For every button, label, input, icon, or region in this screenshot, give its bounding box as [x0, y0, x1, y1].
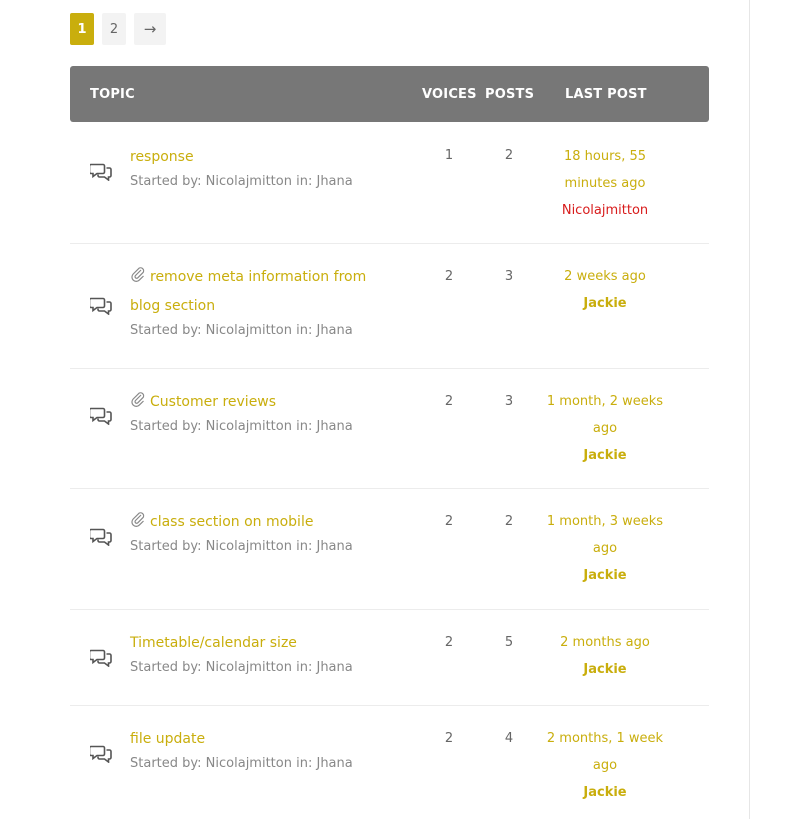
topic-author-link[interactable]: Nicolajmitton	[205, 756, 292, 771]
topic-title-text: Customer reviews	[150, 394, 277, 410]
post-count: 5	[504, 635, 514, 650]
forum-link[interactable]: Jhana	[316, 539, 353, 554]
freshness-line-2: ago	[592, 758, 618, 773]
topic-info	[130, 143, 400, 192]
forum-link[interactable]: Jhana	[316, 419, 353, 434]
topic-title-text: class section on mobile	[150, 514, 314, 530]
voice-count: 2	[444, 514, 454, 529]
freshness-line-1: 1 month, 2 weeks	[546, 394, 664, 409]
topic-info	[130, 388, 400, 437]
topic-info	[130, 508, 400, 557]
voice-count: 2	[444, 635, 454, 650]
started-by-label: Started by:	[130, 539, 202, 554]
forum-link[interactable]: Jhana	[316, 660, 353, 675]
next-page-button[interactable]: →	[134, 13, 166, 45]
forum-link[interactable]: Jhana	[316, 174, 353, 189]
started-by-label: Started by:	[130, 756, 202, 771]
post-count: 2	[504, 514, 514, 529]
topic-meta	[130, 172, 400, 192]
freshness-link[interactable]	[540, 143, 670, 197]
topic-meta	[130, 417, 400, 437]
freshness-link[interactable]	[540, 388, 670, 442]
last-post	[540, 725, 670, 806]
last-post-author-link[interactable]: Jackie	[583, 448, 627, 463]
forum-link[interactable]: Jhana	[316, 323, 353, 338]
discussion-icon	[90, 745, 112, 763]
discussion-icon	[90, 528, 112, 546]
topic-title-link[interactable]	[130, 388, 400, 417]
started-by-label: Started by:	[130, 660, 202, 675]
topic-meta	[130, 321, 400, 341]
last-post-author-link[interactable]: Jackie	[583, 785, 627, 800]
voice-count: 1	[444, 148, 454, 163]
topic-row	[70, 489, 709, 610]
freshness-line-2: ago	[592, 421, 618, 436]
in-label: in:	[296, 539, 313, 554]
last-post-author-link[interactable]: Jackie	[583, 296, 627, 311]
last-post	[540, 508, 670, 589]
topic-title-line-2: blog section	[130, 298, 216, 314]
header-posts: POSTS	[485, 87, 535, 102]
started-by-label: Started by:	[130, 174, 202, 189]
last-post	[540, 143, 670, 224]
voice-count: 2	[444, 394, 454, 409]
post-count: 3	[504, 269, 514, 284]
last-post	[540, 388, 670, 469]
header-topic: TOPIC	[90, 87, 135, 102]
freshness-line-2: ago	[592, 541, 618, 556]
last-post-author-link[interactable]: Jackie	[583, 662, 627, 677]
topic-author-link[interactable]: Nicolajmitton	[205, 539, 292, 554]
last-post	[540, 263, 670, 317]
topic-meta	[130, 658, 400, 678]
last-post-author-link[interactable]: Jackie	[583, 568, 627, 583]
in-label: in:	[296, 660, 313, 675]
header-voices: VOICES	[422, 87, 477, 102]
topic-title-link[interactable]	[130, 508, 400, 537]
voice-count: 2	[444, 269, 454, 284]
topic-author-link[interactable]: Nicolajmitton	[205, 660, 292, 675]
freshness-line-1: 18 hours, 55	[563, 149, 647, 164]
page-2-button[interactable]: 2	[102, 13, 126, 45]
freshness-line-2: minutes ago	[564, 176, 646, 191]
started-by-label: Started by:	[130, 323, 202, 338]
discussion-icon	[90, 163, 112, 181]
discussion-icon	[90, 407, 112, 425]
forum-link[interactable]: Jhana	[316, 756, 353, 771]
topic-row	[70, 123, 709, 244]
started-by-label: Started by:	[130, 419, 202, 434]
topic-author-link[interactable]: Nicolajmitton	[205, 323, 292, 338]
pagination	[70, 13, 166, 45]
attachment-icon	[130, 391, 146, 407]
in-label: in:	[296, 323, 313, 338]
topic-author-link[interactable]: Nicolajmitton	[205, 419, 292, 434]
post-count: 3	[504, 394, 514, 409]
page-1-button[interactable]: 1	[70, 13, 94, 45]
topic-info	[130, 629, 400, 678]
in-label: in:	[296, 756, 313, 771]
topic-row	[70, 369, 709, 489]
freshness-link[interactable]	[540, 725, 670, 779]
last-post-author-link[interactable]: Nicolajmitton	[561, 203, 649, 218]
topic-meta	[130, 537, 400, 557]
topic-row	[70, 244, 709, 369]
freshness-link[interactable]: 2 weeks ago	[564, 269, 646, 284]
in-label: in:	[296, 174, 313, 189]
in-label: in:	[296, 419, 313, 434]
post-count: 4	[504, 731, 514, 746]
topic-title-line-1: remove meta information from	[150, 269, 367, 285]
attachment-icon	[130, 266, 146, 282]
last-post	[540, 629, 670, 683]
post-count: 2	[504, 148, 514, 163]
topic-title-link[interactable]	[130, 263, 400, 321]
topic-row	[70, 610, 709, 706]
freshness-link[interactable]	[540, 508, 670, 562]
discussion-icon	[90, 649, 112, 667]
topic-meta	[130, 754, 400, 774]
freshness-line-1: 2 months, 1 week	[546, 731, 664, 746]
topic-info	[130, 725, 400, 774]
discussion-icon	[90, 297, 112, 315]
voice-count: 2	[444, 731, 454, 746]
freshness-link[interactable]: 2 months ago	[560, 635, 650, 650]
freshness-line-1: 1 month, 3 weeks	[546, 514, 664, 529]
topic-author-link[interactable]: Nicolajmitton	[205, 174, 292, 189]
header-last-post: LAST POST	[565, 87, 647, 102]
topic-info	[130, 263, 400, 341]
attachment-icon	[130, 511, 146, 527]
topic-title-link[interactable]: Timetable/calendar size	[130, 635, 297, 651]
topic-row	[70, 706, 709, 819]
sidebar-divider	[749, 0, 750, 819]
topics-table-header	[70, 66, 709, 122]
topic-title-link[interactable]: response	[130, 149, 194, 165]
topic-title-link[interactable]: file update	[130, 731, 206, 747]
